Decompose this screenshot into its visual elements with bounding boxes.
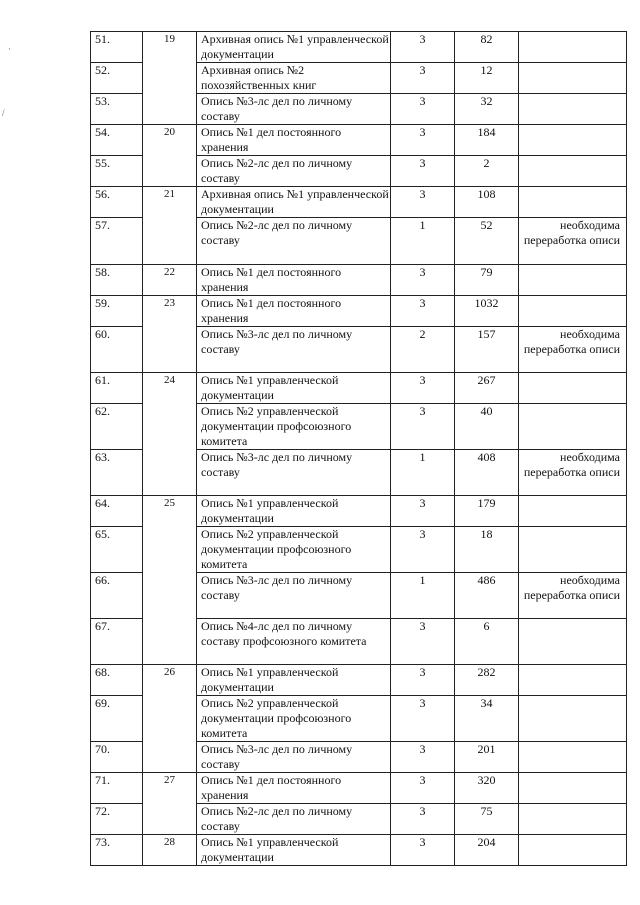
inventory-title-cell: Опись №2 управленческой документации профсоюзного комитета xyxy=(197,404,391,450)
units-volume-cell: 408 xyxy=(455,450,519,496)
inventory-title-cell: Опись №3-лс дел по личному составу xyxy=(197,573,391,619)
note-cell xyxy=(519,187,627,218)
copies-count-cell: 1 xyxy=(391,573,455,619)
copies-count-cell: 3 xyxy=(391,296,455,327)
inventory-title-cell: Опись №4-лс дел по личному составу профсоюзного комитета xyxy=(197,619,391,665)
units-volume-cell: 157 xyxy=(455,327,519,373)
units-volume-cell: 179 xyxy=(455,496,519,527)
copies-count-cell: 3 xyxy=(391,63,455,94)
table-row xyxy=(91,187,627,218)
inventory-title-cell: Опись №2 управленческой документации профсоюзного комитета xyxy=(197,527,391,573)
inventory-title-cell: Архивная опись №1 управленческой документации xyxy=(197,187,391,218)
units-volume-cell: 12 xyxy=(455,63,519,94)
row-number-cell: 69. xyxy=(91,696,143,742)
units-volume-cell: 75 xyxy=(455,804,519,835)
copies-count-cell: 3 xyxy=(391,265,455,296)
note-cell xyxy=(519,835,627,866)
inventory-title-cell: Опись №1 управленческой документации xyxy=(197,835,391,866)
fund-number-cell: 20 xyxy=(143,125,197,187)
units-volume-cell: 79 xyxy=(455,265,519,296)
fund-number-cell: 27 xyxy=(143,773,197,835)
row-number-cell: 58. xyxy=(91,265,143,296)
copies-count-cell: 3 xyxy=(391,773,455,804)
copies-count-cell: 3 xyxy=(391,835,455,866)
inventory-title-cell: Опись №2 управленческой документации профсоюзного комитета xyxy=(197,696,391,742)
inventory-title-cell: Опись №2-лс дел по личному составу xyxy=(197,156,391,187)
table-body xyxy=(91,32,627,866)
note-cell xyxy=(519,32,627,63)
units-volume-cell: 18 xyxy=(455,527,519,573)
fund-number-cell: 19 xyxy=(143,32,197,125)
note-cell xyxy=(519,63,627,94)
table-row xyxy=(91,373,627,404)
note-cell xyxy=(519,125,627,156)
inventory-title-cell: Опись №3-лс дел по личному составу xyxy=(197,742,391,773)
fund-number-cell: 21 xyxy=(143,187,197,265)
units-volume-cell: 320 xyxy=(455,773,519,804)
row-number-cell: 65. xyxy=(91,527,143,573)
units-volume-cell: 184 xyxy=(455,125,519,156)
note-cell xyxy=(519,296,627,327)
row-number-cell: 70. xyxy=(91,742,143,773)
table-row xyxy=(91,125,627,156)
inventory-title-cell: Опись №2-лс дел по личному составу xyxy=(197,218,391,265)
row-number-cell: 64. xyxy=(91,496,143,527)
copies-count-cell: 3 xyxy=(391,527,455,573)
note-cell xyxy=(519,665,627,696)
copies-count-cell: 3 xyxy=(391,665,455,696)
table-row xyxy=(91,773,627,804)
row-number-cell: 68. xyxy=(91,665,143,696)
note-cell xyxy=(519,619,627,665)
note-cell xyxy=(519,527,627,573)
table-row xyxy=(91,32,627,63)
copies-count-cell: 3 xyxy=(391,619,455,665)
row-number-cell: 71. xyxy=(91,773,143,804)
units-volume-cell: 201 xyxy=(455,742,519,773)
table-row xyxy=(91,296,627,327)
units-volume-cell: 282 xyxy=(455,665,519,696)
row-number-cell: 61. xyxy=(91,373,143,404)
fund-number-cell: 24 xyxy=(143,373,197,496)
units-volume-cell: 34 xyxy=(455,696,519,742)
table-row xyxy=(91,835,627,866)
inventory-title-cell: Опись №3-лс дел по личному составу xyxy=(197,450,391,496)
note-cell xyxy=(519,742,627,773)
note-cell xyxy=(519,804,627,835)
note-cell xyxy=(519,404,627,450)
units-volume-cell: 32 xyxy=(455,94,519,125)
row-number-cell: 54. xyxy=(91,125,143,156)
copies-count-cell: 1 xyxy=(391,218,455,265)
row-number-cell: 62. xyxy=(91,404,143,450)
note-cell: необходима переработка описи xyxy=(519,450,627,496)
copies-count-cell: 3 xyxy=(391,94,455,125)
units-volume-cell: 82 xyxy=(455,32,519,63)
row-number-cell: 59. xyxy=(91,296,143,327)
row-number-cell: 60. xyxy=(91,327,143,373)
inventory-title-cell: Архивная опись №2 похозяйственных книг xyxy=(197,63,391,94)
units-volume-cell: 6 xyxy=(455,619,519,665)
inventory-title-cell: Опись №1 управленческой документации xyxy=(197,496,391,527)
table-row xyxy=(91,496,627,527)
inventory-title-cell: Архивная опись №1 управленческой документации xyxy=(197,32,391,63)
row-number-cell: 56. xyxy=(91,187,143,218)
inventory-title-cell: Опись №3-лс дел по личному составу xyxy=(197,94,391,125)
fund-number-cell: 22 xyxy=(143,265,197,296)
copies-count-cell: 3 xyxy=(391,404,455,450)
note-cell xyxy=(519,156,627,187)
fund-number-cell: 28 xyxy=(143,835,197,866)
note-cell xyxy=(519,94,627,125)
note-cell xyxy=(519,696,627,742)
units-volume-cell: 40 xyxy=(455,404,519,450)
units-volume-cell: 1032 xyxy=(455,296,519,327)
scan-mark: · xyxy=(8,44,11,54)
units-volume-cell: 52 xyxy=(455,218,519,265)
copies-count-cell: 3 xyxy=(391,156,455,187)
row-number-cell: 63. xyxy=(91,450,143,496)
note-cell: необходима переработка описи xyxy=(519,573,627,619)
fund-number-cell: 23 xyxy=(143,296,197,373)
inventory-title-cell: Опись №1 дел постоянного хранения xyxy=(197,125,391,156)
copies-count-cell: 3 xyxy=(391,373,455,404)
row-number-cell: 51. xyxy=(91,32,143,63)
row-number-cell: 73. xyxy=(91,835,143,866)
archive-inventory-table xyxy=(90,31,627,866)
note-cell xyxy=(519,496,627,527)
units-volume-cell: 2 xyxy=(455,156,519,187)
inventory-title-cell: Опись №1 управленческой документации xyxy=(197,373,391,404)
copies-count-cell: 2 xyxy=(391,327,455,373)
note-cell xyxy=(519,265,627,296)
copies-count-cell: 3 xyxy=(391,496,455,527)
copies-count-cell: 3 xyxy=(391,804,455,835)
row-number-cell: 55. xyxy=(91,156,143,187)
units-volume-cell: 486 xyxy=(455,573,519,619)
row-number-cell: 53. xyxy=(91,94,143,125)
row-number-cell: 66. xyxy=(91,573,143,619)
inventory-title-cell: Опись №1 управленческой документации xyxy=(197,665,391,696)
units-volume-cell: 267 xyxy=(455,373,519,404)
fund-number-cell: 26 xyxy=(143,665,197,773)
inventory-title-cell: Опись №3-лс дел по личному составу xyxy=(197,327,391,373)
table-row xyxy=(91,665,627,696)
units-volume-cell: 108 xyxy=(455,187,519,218)
copies-count-cell: 3 xyxy=(391,742,455,773)
copies-count-cell: 1 xyxy=(391,450,455,496)
units-volume-cell: 204 xyxy=(455,835,519,866)
note-cell xyxy=(519,773,627,804)
scan-mark: / xyxy=(2,108,5,118)
copies-count-cell: 3 xyxy=(391,696,455,742)
table-row xyxy=(91,265,627,296)
inventory-title-cell: Опись №1 дел постоянного хранения xyxy=(197,265,391,296)
copies-count-cell: 3 xyxy=(391,125,455,156)
note-cell: необходима переработка описи xyxy=(519,218,627,265)
row-number-cell: 57. xyxy=(91,218,143,265)
copies-count-cell: 3 xyxy=(391,32,455,63)
fund-number-cell: 25 xyxy=(143,496,197,665)
inventory-title-cell: Опись №1 дел постоянного хранения xyxy=(197,296,391,327)
row-number-cell: 72. xyxy=(91,804,143,835)
note-cell: необходима переработка описи xyxy=(519,327,627,373)
copies-count-cell: 3 xyxy=(391,187,455,218)
note-cell xyxy=(519,373,627,404)
row-number-cell: 52. xyxy=(91,63,143,94)
inventory-title-cell: Опись №1 дел постоянного хранения xyxy=(197,773,391,804)
row-number-cell: 67. xyxy=(91,619,143,665)
inventory-title-cell: Опись №2-лс дел по личному составу xyxy=(197,804,391,835)
